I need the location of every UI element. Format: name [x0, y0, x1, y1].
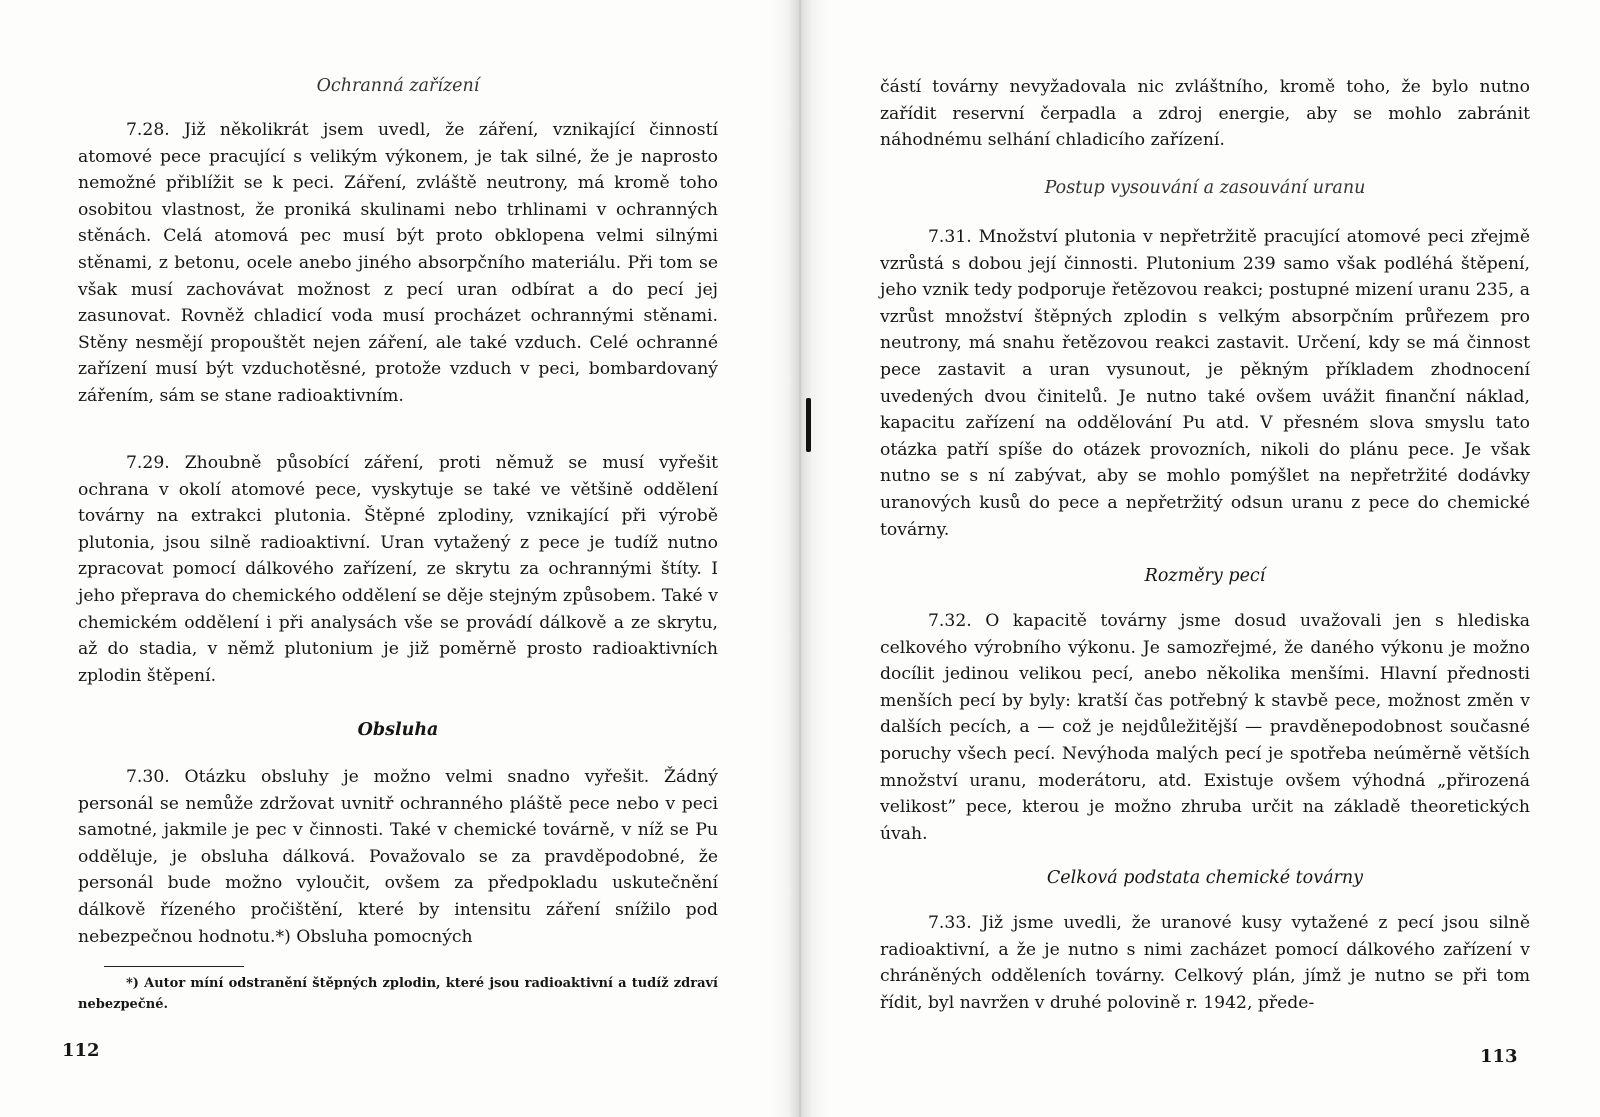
- paragraph-7-28: 7.28. Již několikrát jsem uvedl, že záření, vznikající činností atomové pece pracující s velikým výkonem, je tak silné, že je naprosto nemožné přiblížit se k peci. Záření, zvláště neutrony, má kromě toho osobitou vlastnost, že proniká skulinami nebo trhlinami v ochranných stěnách. Celá atomová pec musí být proto obklopena velmi silnými stěnami, z betonu, ocele anebo jiného absorpčního materiálu. Při tom se však musí zachovávat možnost z pecí uran odbírat a do pecí jej zasunovat. Rovněž chladicí voda musí procházet ochrannými stěnami. Stěny nesmějí propouštět nejen záření, ale také vzduch. Celé ochranné zařízení musí být vzduchotěsné, protože vzduch v peci, bombardovaný zářením, sám se stane radioaktivním.: [78, 120, 718, 406]
- paragraph-continued: částí továrny nevyžadovala nic zvláštního, kromě toho, že bylo nutno zařídit reservní čerpadla a zdroj energie, aby se mohlo zabránit náhodnému selhání chladicího zařízení.: [880, 77, 1530, 151]
- section-heading-postup: Postup vysouvání a zasouvání uranu: [1044, 178, 1366, 198]
- book-gutter: [770, 0, 830, 1117]
- footnote-rule: [104, 966, 244, 967]
- page-number-left: 112: [62, 1040, 100, 1061]
- section-heading-rozmery-peci: Rozměry pecí: [1144, 566, 1266, 586]
- footnote: *) Autor míní odstranění štěpných zplodin, které jsou radioaktivní a tudíž zdraví nebezpečné.: [78, 976, 718, 1012]
- section-heading-celkova-podstata: Celková podstata chemické továrny: [1046, 868, 1364, 888]
- left-page: [62, 0, 718, 1117]
- paragraph-7-29: 7.29. Zhoubně působící záření, proti němuž se musí vyřešit ochrana v okolí atomové pece, vyskytuje se také ve většině oddělení továrny na extrakci plutonia. Štěpné zplodiny, vznikající při výrobě plutonia, jsou silně radioaktivní. Uran vytažený z pece je tudíž nutno zpracovat pomocí dálkového zařízení, ze skrytu za ochrannými štíty. I jeho přeprava do chemického oddělení se děje stejným způsobem. Také v chemickém oddělení i při analysách vše se provádí dálkově a ze skrytu, až do stadia, v němž plutonium je již poměrně prosto radioaktivních zplodin štěpení.: [78, 453, 718, 686]
- right-page: [880, 0, 1530, 1117]
- section-heading-ochranna-zarizeni: Ochranná zařízení: [316, 76, 480, 96]
- paragraph-7-31: 7.31. Množství plutonia v nepřetržitě pracující atomové peci zřejmě vzrůstá s dobou její činnosti. Plutonium 239 samo však podléhá štěpení, jeho vznik tedy podporuje řetězovou reakci; postupné mizení uranu 235, a vzrůst množství štěpných zplodin s velkým absorpčním průřezem pro neutrony, má snahu řetězovou reakci zastavit. Určení, kdy se má činnost pece zastavit a uran vysunout, je pěkným příkladem zhodnocení uvedených dvou činitelů. Je nutno také ovšem uvážit finanční náklad, kapacitu zařízení na oddělování Pu atd. V přesném slova smyslu tato otázka patří spíše do otázek provozních, nikoli do plánu pece. Je však nutno se s ní zabývat, aby se mohlo pomýšlet na nepřetržité dodávky uranových kusů do pece a nepřetržitý odsun uranu z pece do chemické továrny.: [880, 227, 1530, 540]
- paragraph-7-30: 7.30. Otázku obsluhy je možno velmi snadno vyřešit. Žádný personál se nemůže zdržovat uvnitř ochranného pláště pece nebo v peci samotné, jakmile je pec v činnosti. Také v chemické továrně, v níž se Pu odděluje, je obsluha dálková. Považovalo se za pravděpodobné, že personál bude možno vyloučit, ovšem za předpokladu uskutečnění dálkově řízeného pročištění, které by intensitu záření snížilo pod nebezpečnou hodnotu.*) Obsluha pomocných: [78, 767, 718, 947]
- page-number-right: 113: [1480, 1046, 1518, 1067]
- gutter-mark: [806, 398, 811, 452]
- section-heading-obsluha: Obsluha: [357, 720, 439, 740]
- paragraph-7-32: 7.32. O kapacitě továrny jsme dosud uvažovali jen s hlediska celkového výrobního výkonu. Je samozřejmé, že daného výkonu je možno docílit jedinou velikou pecí, anebo několika menšími. Hlavní přednosti menších pecí by byly: kratší čas potřebný k stavbě pece, možnost změn v dalších pecích, a — což je nejdůležitější — pravděnepodobnost současné poruchy všech pecí. Nevýhoda malých pecí je spotřeba neúměrně větších množství uranu, moderátoru, atd. Existuje ovšem výhodná „přirozená velikost” pece, kterou je možno zhruba určit na základě theoretických úvah.: [880, 611, 1530, 844]
- paragraph-7-33: 7.33. Již jsme uvedli, že uranové kusy vytažené z pecí jsou silně radioaktivní, a že je nutno s nimi zacházet pomocí dálkového zařízení v chráněných odděleních továrny. Celkový plán, jímž je nutno se při tom řídit, byl navržen v druhé polovině r. 1942, přede-: [880, 913, 1530, 1013]
